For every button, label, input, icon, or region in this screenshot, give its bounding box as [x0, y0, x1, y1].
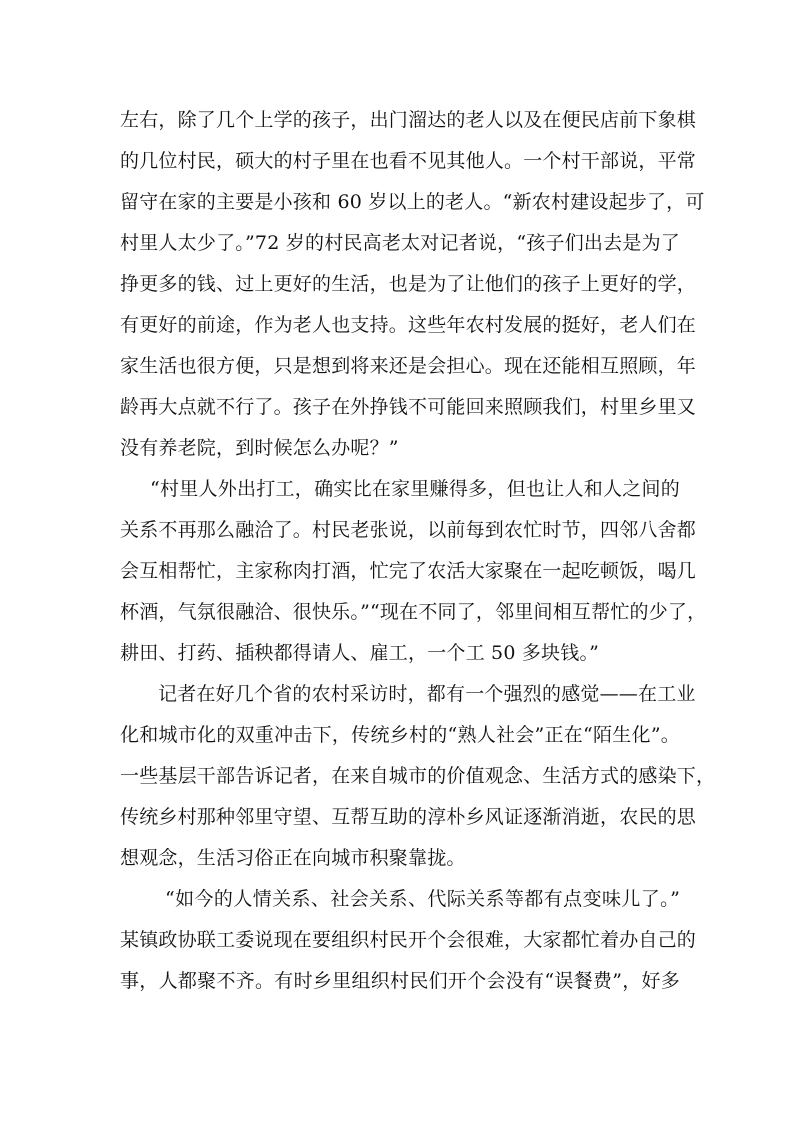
text-line: “如今的人情关系、社会关系、代际关系等都有点变味儿了。” — [165, 888, 680, 910]
text-line: 有更好的前途，作为老人也支持。这些年农村发展的挺好，老人们在 — [120, 314, 697, 336]
text-line: 记者在好几个省的农村采访时，都有一个强烈的感觉——在工业 — [158, 683, 696, 705]
text-line: 某镇政协联工委说现在要组织村民开个会很难，大家都忙着办自己的 — [120, 929, 697, 951]
text-line: 关系不再那么融洽了。村民老张说，以前每到农忙时节，四邻八舍都 — [120, 519, 697, 541]
text-line: 传统乡村那种邻里守望、互帮互助的淳朴乡风证逐渐消逝，农民的思 — [120, 806, 697, 828]
text-line: 留守在家的主要是小孩和 60 岁以上的老人。“新农村建设起步了，可 — [120, 191, 705, 213]
text-line: 龄再大点就不行了。孩子在外挣钱不可能回来照顾我们，村里乡里又 — [120, 396, 697, 418]
text-line: 事，人都聚不齐。有时乡里组织村民们开个会没有“误餐费”，好多 — [120, 970, 680, 992]
text-line: 杯酒，气氛很融洽、很快乐。”“现在不同了，邻里间相互帮忙的少了， — [120, 601, 707, 623]
text-line: 一些基层干部告诉记者，在来自城市的价值观念、生活方式的感染下， — [120, 765, 716, 787]
text-line: 会互相帮忙，主家称肉打酒，忙完了农活大家聚在一起吃顿饭，喝几 — [120, 560, 697, 582]
text-line: 想观念，生活习俗正在向城市积聚靠拢。 — [120, 847, 466, 869]
text-line: 左右，除了几个上学的孩子，出门溜达的老人以及在便民店前下象棋 — [120, 109, 697, 131]
text-line: 挣更多的钱、过上更好的生活，也是为了让他们的孩子上更好的学， — [120, 273, 697, 295]
text-line: 的几位村民，硕大的村子里在也看不见其他人。一个村干部说，平常 — [120, 150, 697, 172]
text-line: 家生活也很方便，只是想到将来还是会担心。现在还能相互照顾，年 — [120, 355, 697, 377]
text-line: 化和城市化的双重冲击下，传统乡村的“熟人社会”正在“陌生化”。 — [120, 724, 680, 746]
text-line: 耕田、打药、插秧都得请人、雇工，一个工 50 多块钱。” — [120, 642, 600, 664]
text-line: “村里人外出打工，确实比在家里赚得多，但也让人和人之间的 — [150, 478, 680, 500]
text-line: 村里人太少了。”72 岁的村民高老太对记者说，“孩子们出去是为了 — [120, 232, 680, 254]
text-line: 没有养老院，到时候怎么办呢？” — [120, 437, 399, 459]
